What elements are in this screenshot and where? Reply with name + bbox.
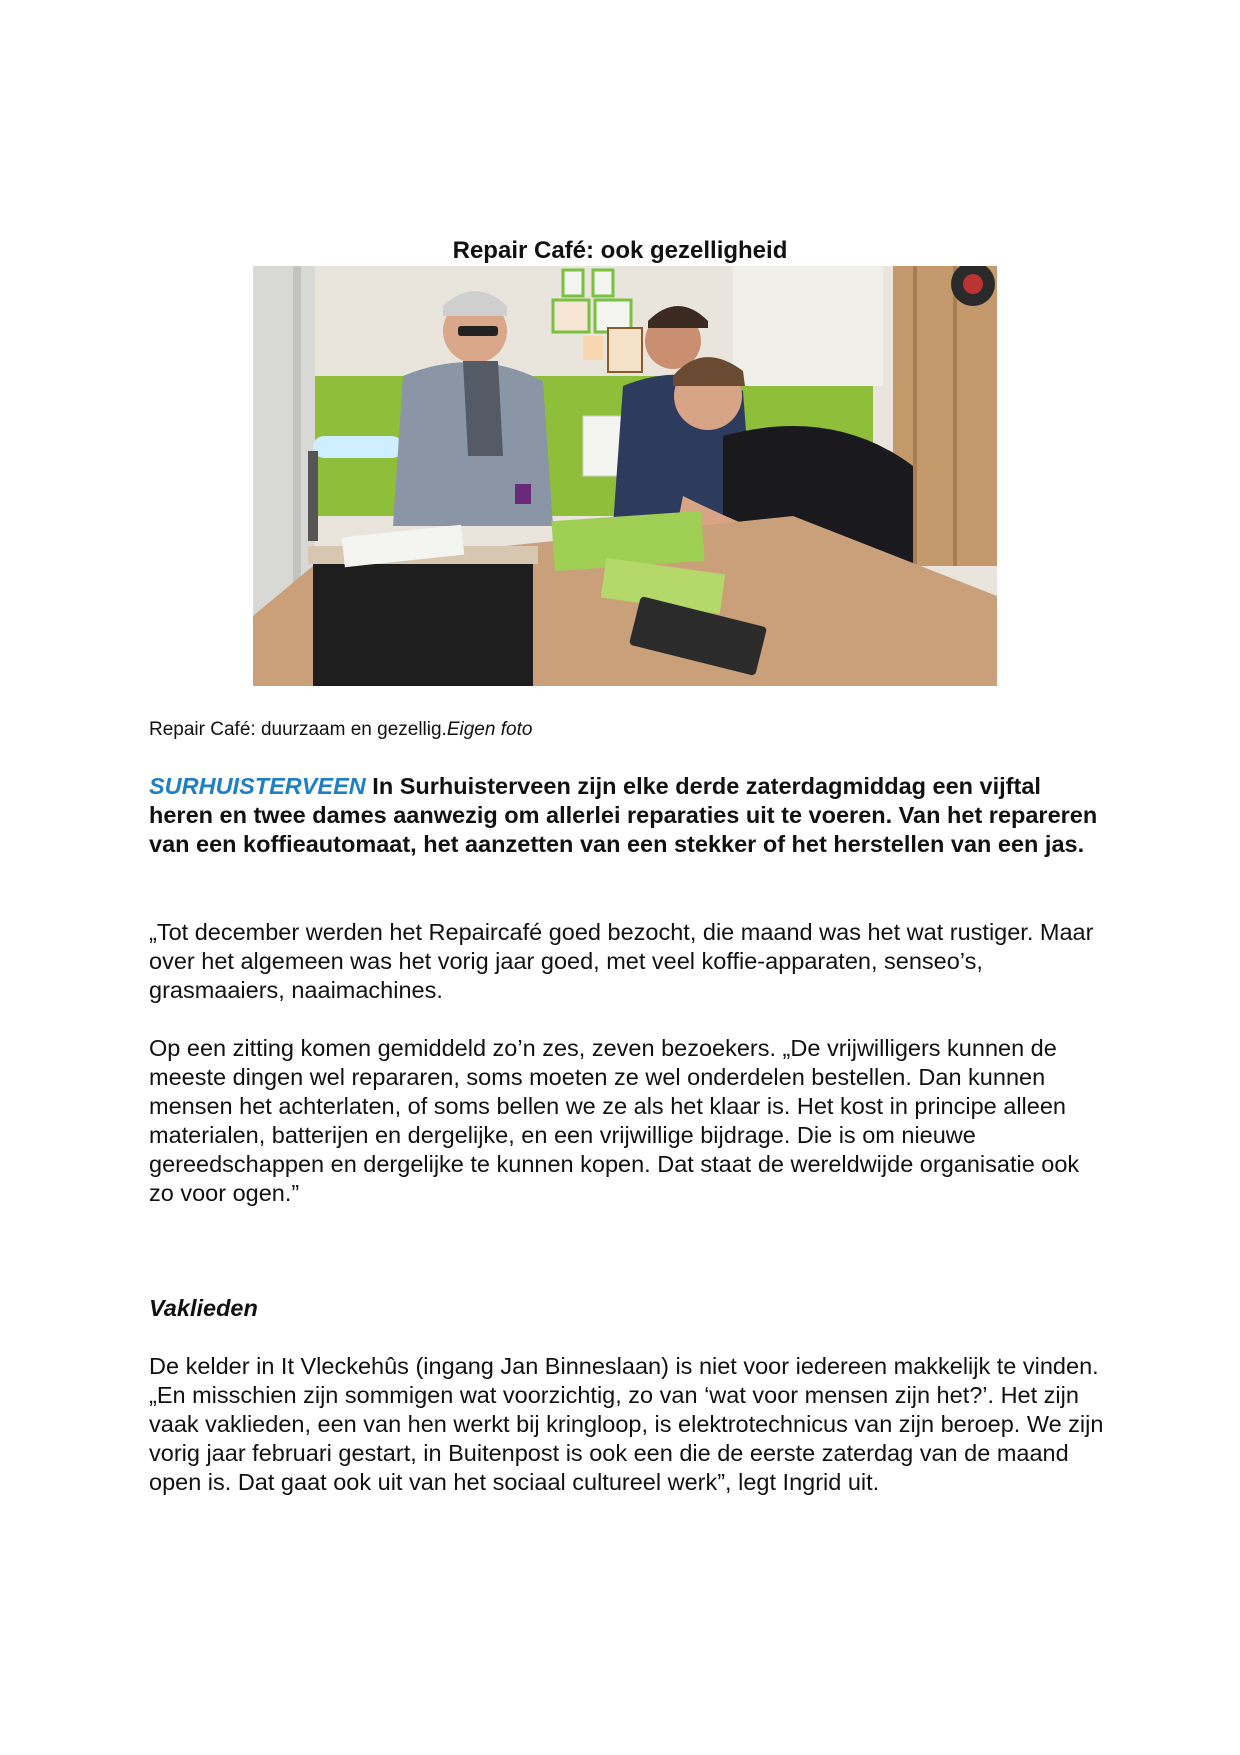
article-photo: [253, 266, 997, 686]
body-paragraph: „Tot december werden het Repaircafé goed bezocht, die maand was het wat rustiger. Maar over het algemeen was het vorig jaar goed, met veel koffie-apparaten, senseo’s, grasmaaiers, naaimachines.: [149, 919, 1094, 1003]
lead-paragraph: [149, 772, 1109, 859]
lead-text: In Surhuisterveen zijn elke derde zaterdagmiddag een vijftal heren en twee dames aanwezig om allerlei reparaties uit te voeren. Van het repareren van een koffieautomaat, het aanzetten van een stekker of het herstellen van een jas.: [149, 773, 1098, 857]
body-paragraph: De kelder in It Vleckehûs (ingang Jan Binneslaan) is niet voor iedereen makkelijk te vinden. „En misschien zijn sommigen wat voorzichtig, zo van ‘wat voor mensen zijn het?’. Het zijn vaak vaklieden, een van hen werkt bij kringloop, is elektrotechnicus van zijn beroep. We zijn vorig jaar februari gestart, in Buitenpost is ook een die de eerste zaterdag van de maand open is. Dat gaat ook uit van het sociaal cultureel werk”, legt Ingrid uit.: [149, 1353, 1104, 1495]
caption-text: Repair Café: duurzaam en gezellig.: [149, 719, 447, 740]
dateline: SURHUISTERVEEN: [149, 773, 366, 799]
article-title: Repair Café: ook gezelligheid: [452, 237, 788, 264]
subheading: Vaklieden: [149, 1295, 258, 1321]
photo-caption: [149, 718, 532, 742]
photo-credit: Eigen foto: [446, 719, 533, 740]
body-paragraph: Op een zitting komen gemiddeld zo’n zes, zeven bezoekers. „De vrijwilligers kunnen de meeste dingen wel repararen, soms moeten ze wel onderdelen bestellen. Dan kunnen mensen het achterlaten, of soms bellen we ze als het klaar is. Het kost in principe alleen materialen, batterijen en dergelijke, en een vrijwillige bijdrage. Die is om nieuwe gereedschappen en dergelijke te kunnen kopen. Dat staat de wereldwijde organisatie ook zo voor ogen.”: [149, 1035, 1080, 1206]
